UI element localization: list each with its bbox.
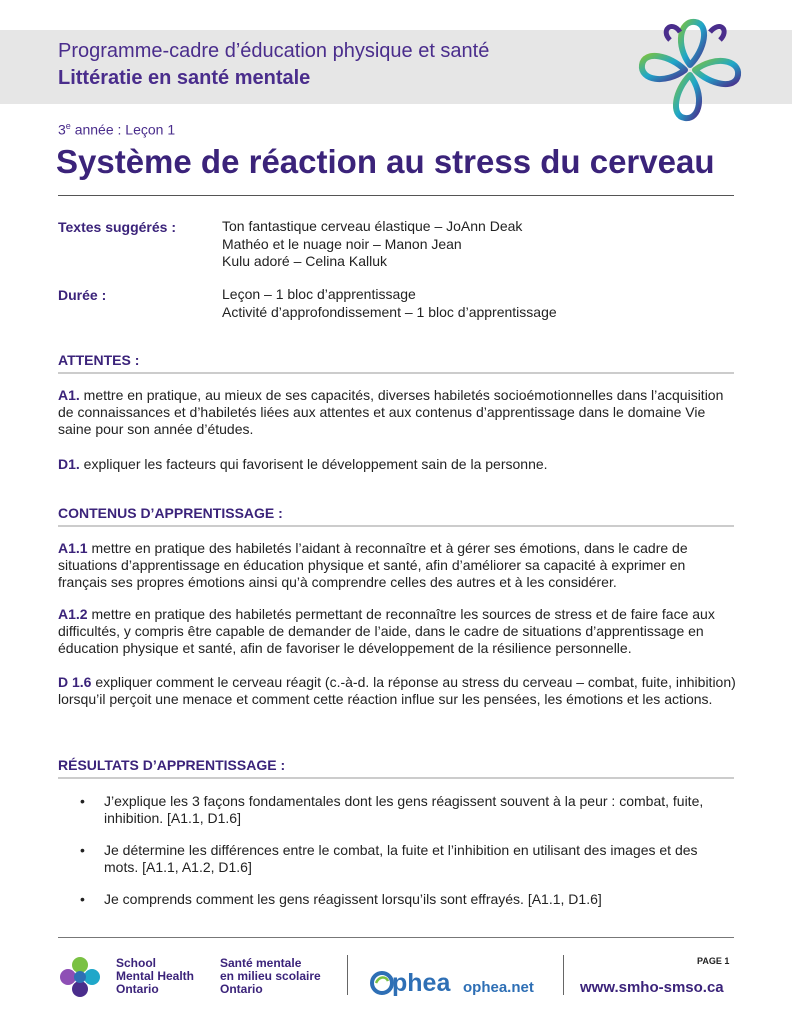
smho-flower-logo [630,10,750,130]
footer-divider [58,937,734,938]
attente-a1: A1. mettre en pratique, au mieux de ses capacités, diverses habiletés socioémotionnelles dans l’acquisition de connaissances et d’habiletés liées aux attentes et aux contenus d’apprentissage dans le domaine Vie saine pour son année d’études. [58,387,724,437]
duration-item: Leçon – 1 bloc d’apprentissage [222,286,416,302]
attente-d1: D1. expliquer les facteurs qui favorisent le développement sain de la personne. [58,456,548,472]
duration-label: Durée : [58,287,107,303]
title-divider [58,195,734,196]
resultat-item: J’explique les 3 façons fondamentales dont les gens réagissent souvent à la peur : combat, fuite, inhibition. [A1.1, D1.6] [104,793,704,826]
lesson-label: 3e année : Leçon 1 [58,121,176,138]
section-divider [58,777,734,779]
ophea-link[interactable]: ophea.net [463,979,534,996]
duration-item: Activité d’approfondissement – 1 bloc d’apprentissage [222,303,557,320]
program-title: Programme-cadre d’éducation physique et santé [58,40,490,62]
smho-small-logo-icon [58,955,102,999]
smho-english-name: School Mental Health Ontario [116,956,195,996]
section-divider [58,525,734,527]
resultats-heading: RÉSULTATS D’APPRENTISSAGE : [58,757,286,773]
text-item: Kulu adoré – Celina Kalluk [222,253,387,269]
contenu-a1-1: A1.1 mettre en pratique des habiletés l’aidant à reconnaître et à gérer ses émotions, dans le cadre de situations d’apprentissage en éducation physique et santé, afin d’améliorer sa capacité à exprimer en français ses propres émotions ainsi qu’à comprendre celles des autres et à les considérer. [58,540,688,590]
bullet-icon: • [80,793,85,809]
page-number: PAGE 1 [697,956,730,966]
attentes-heading: ATTENTES : [58,352,140,368]
footer-separator [563,955,564,995]
website-link[interactable]: www.smho-smso.ca [580,979,724,996]
lesson-title: Système de réaction au stress du cerveau [56,143,715,180]
resultat-item: Je détermine les différences entre le combat, la fuite et l’inhibition en utilisant des images et des mots. [A1.1, A1.2, D1.6] [104,842,698,875]
bullet-icon: • [80,891,85,907]
contenu-d1-6: D 1.6 expliquer comment le cerveau réagit (c.-à-d. la réponse au stress du cerveau – combat, fuite, inhibition) lorsqu’il perçoit une menace et comment cette réaction influe sur les pensées, les émotions et les actions. [58,674,736,707]
texts-list [222,218,522,271]
smho-french-name: Santé mentale en milieu scolaire Ontario [220,956,321,996]
texts-label: Textes suggérés : [58,219,177,235]
contenus-heading: CONTENUS D’APPRENTISSAGE : [58,505,283,521]
ophea-o-icon [370,970,394,996]
program-subtitle: Littératie en santé mentale [58,67,311,89]
contenu-a1-2: A1.2 mettre en pratique des habiletés permettant de reconnaître les sources de stress et de faire face aux difficultés, y compris être capable de demander de l’aide, dans le cadre de situations d’apprentissage en éducation physique et santé, afin de favoriser le développement de la résilience personnelle. [58,606,715,656]
footer-separator [347,955,348,995]
text-item: Ton fantastique cerveau élastique – JoAnn Deak [222,218,523,234]
duration-list [222,286,557,321]
resultat-item: Je comprends comment les gens réagissent lorsqu’ils sont effrayés. [A1.1, D1.6] [104,891,602,907]
text-item: Mathéo et le nuage noir – Manon Jean [222,235,462,252]
ophea-logo-text: phea [392,969,451,997]
bullet-icon: • [80,842,85,858]
section-divider [58,372,734,374]
